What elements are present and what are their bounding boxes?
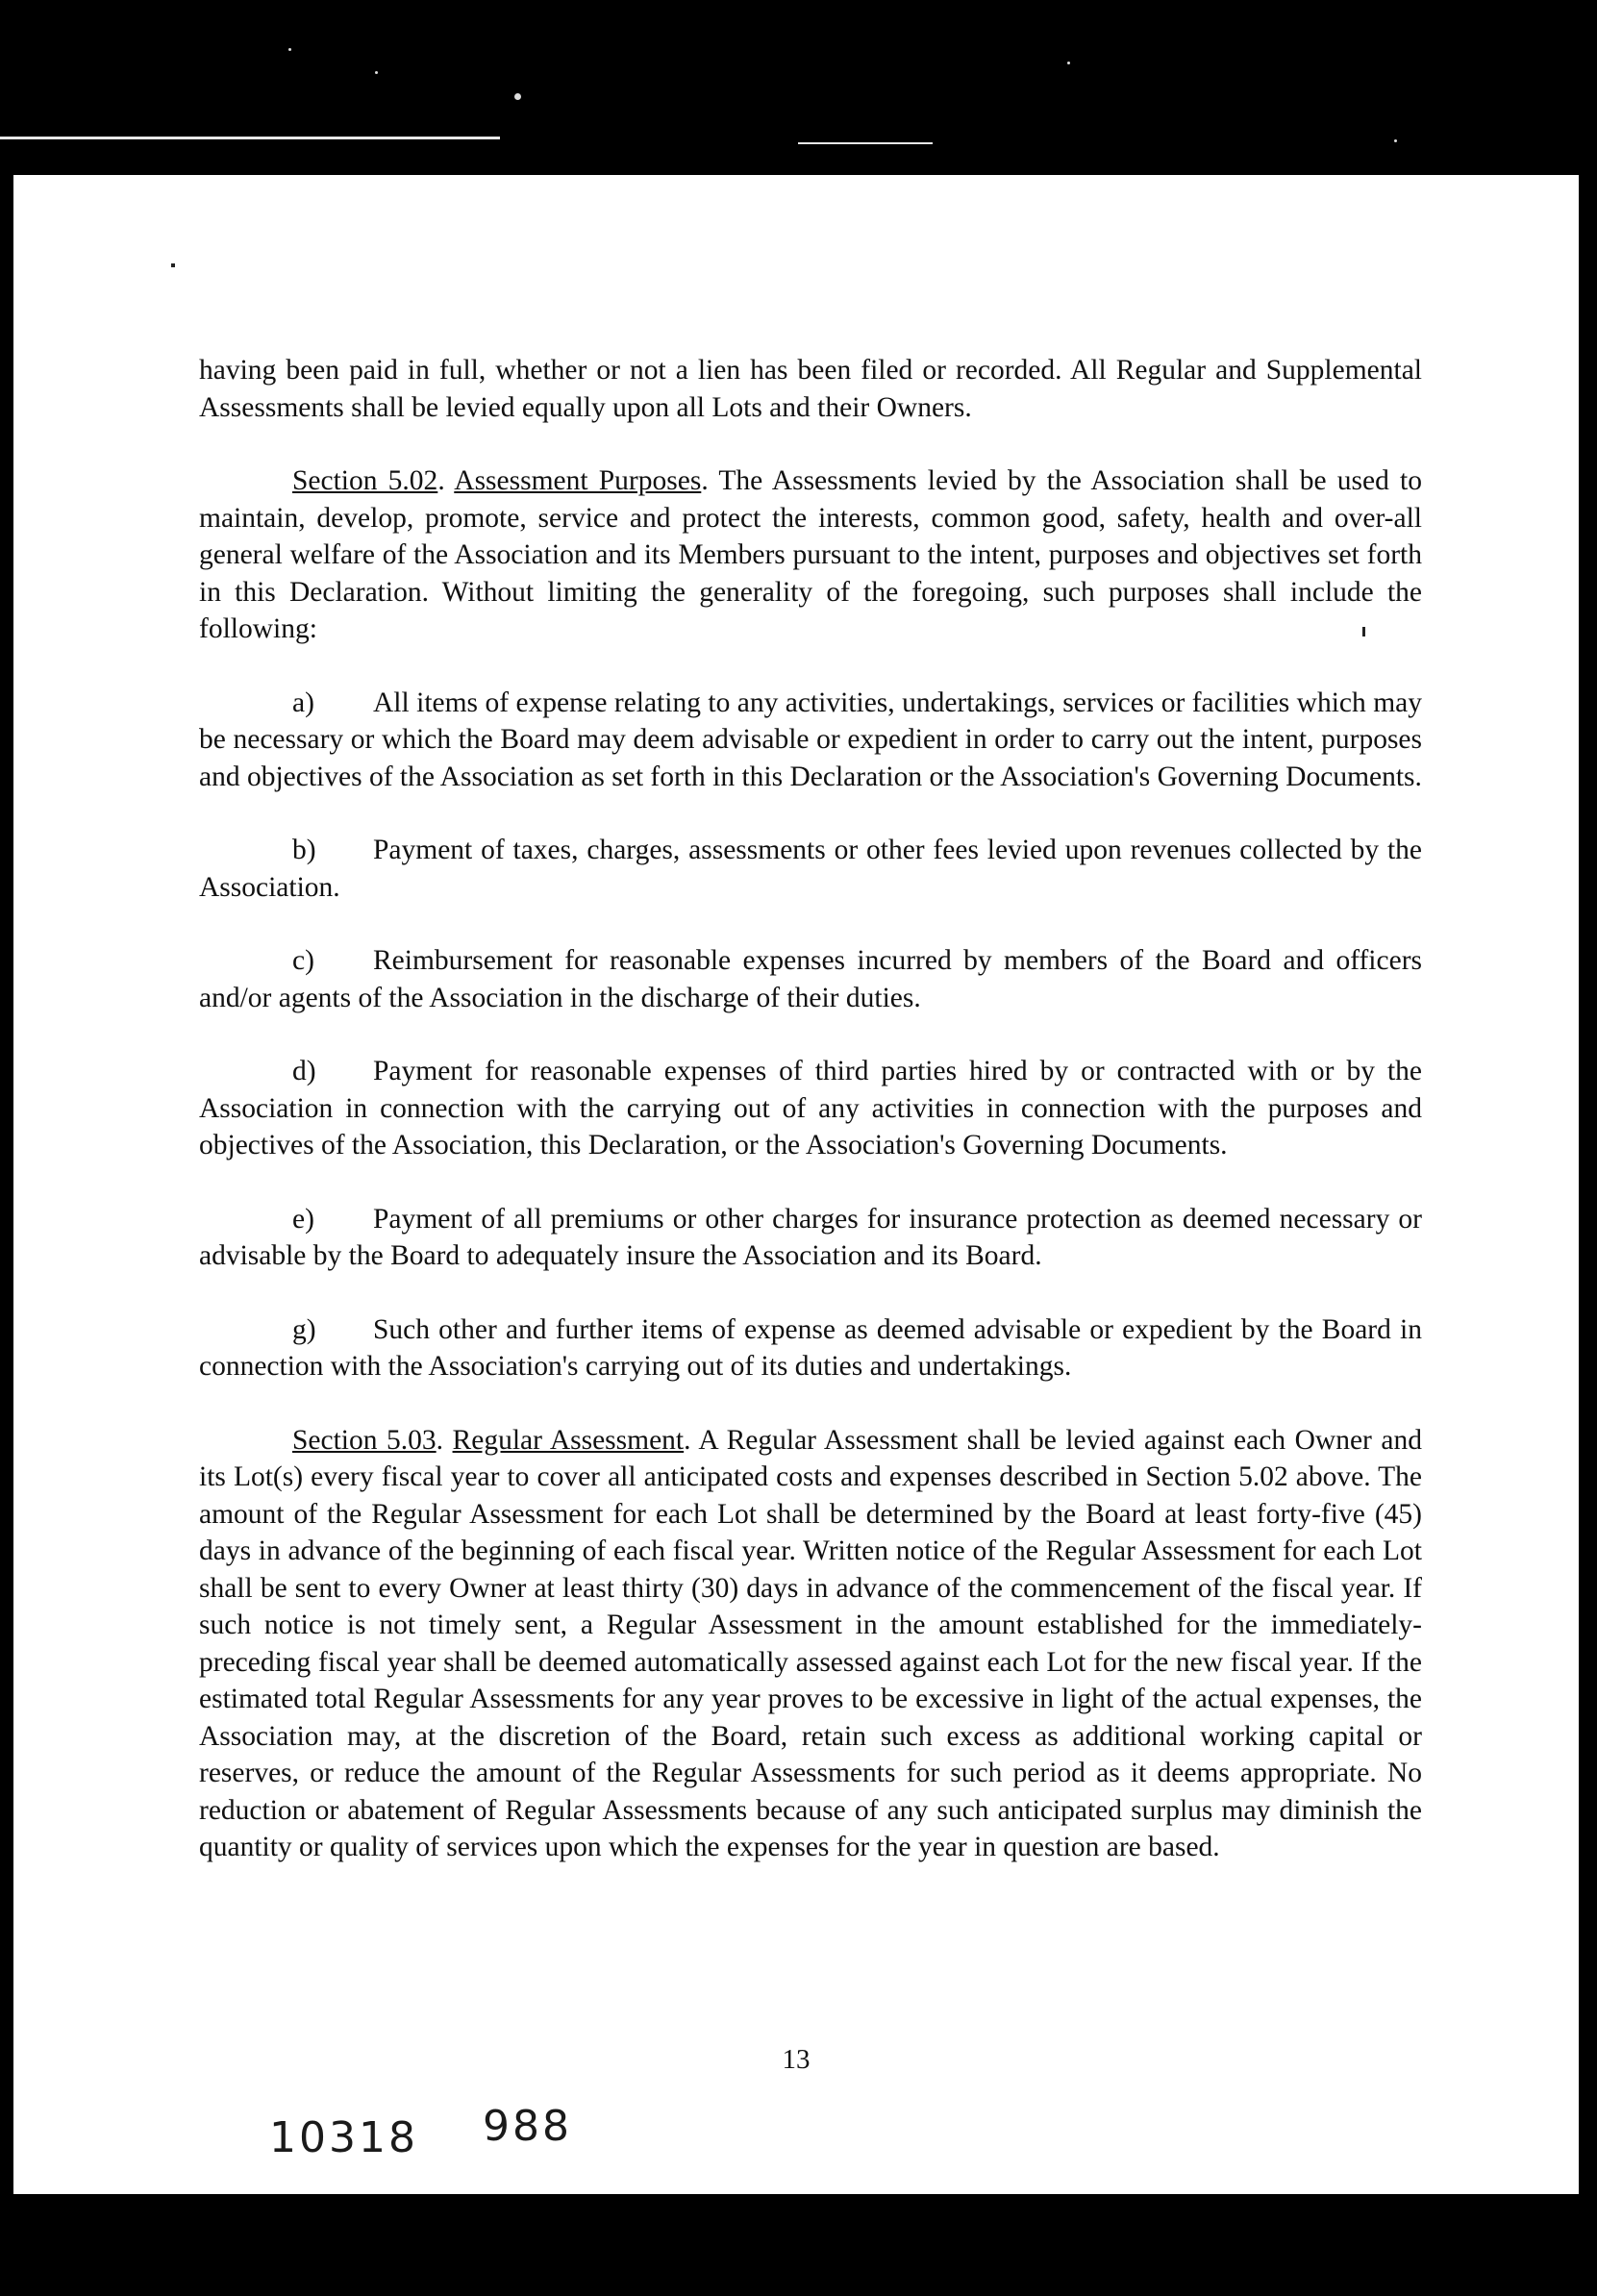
document-page (13, 175, 1579, 2194)
continued-paragraph: having been paid in full, whether or not a lien has been filed or recorded. All Regular and Supplemental Assessments shall be levied equally upon all Lots and their Owners. (199, 355, 1422, 423)
section-5-02: Section 5.02. Assessment Purposes. The Assessments levied by the Association shall be used to maintain, develop, promote, service and protect the interests, common good, safety, health and over-all general welfare of the Association and its Members pursuant to the intent, purposes and objectives set forth in this Declaration. Without limiting the generality of the foregoing, such purposes shall include the following: (199, 465, 1423, 644)
margin-mark (171, 263, 175, 267)
item-letter: e) (292, 1203, 314, 1235)
scan-artifact-line (798, 142, 933, 144)
item-text: Payment of taxes, charges, assessments or other fees levied upon revenues collected by the Association. (199, 835, 1422, 903)
scan-speck (514, 93, 521, 100)
section-label: Section 5.03 (292, 1424, 437, 1456)
item-text: Payment for reasonable expenses of third parties hired by or contracted with or by the Association in connection with the carrying out of any activities in connection with the purposes and objectives of the Association, this Declaration, or the Association's Governing Documents. (199, 1056, 1422, 1160)
scan-bottom-border (0, 2194, 1597, 2296)
scan-speck (288, 48, 291, 51)
item-letter: a) (292, 686, 314, 718)
section-title: Regular Assessment (452, 1424, 685, 1456)
list-item (199, 832, 1422, 906)
scan-speck (1067, 62, 1070, 64)
recording-stamp-book: 10318 (269, 2113, 418, 2162)
page-number: 13 (782, 2044, 811, 2075)
scan-speck (1394, 139, 1397, 142)
item-text: Reimbursement for reasonable expenses incurred by members of the Board and officers and/or agents of the Association in the discharge of their duties. (199, 945, 1422, 1013)
section-title: Assessment Purposes (454, 465, 702, 496)
list-item (199, 1201, 1422, 1275)
item-letter: d) (292, 1056, 316, 1086)
list-item (199, 685, 1422, 796)
list-item (199, 1053, 1422, 1164)
item-text: Payment of all premiums or other charges for insurance protection as deemed necessary or advisable by the Board to adequately insure the Association and its Board. (199, 1203, 1422, 1271)
section-label: Section 5.02 (292, 465, 438, 496)
section-body: The Assessments levied by the Association shall be used to maintain, develop, promote, service and protect the interests, common good, safety, health and over-all general welfare of the Association and its Members pursuant to the intent, purposes and objectives set forth in this Declaration. Without limiting the generality of the foregoing, such purposes shall include the following: (199, 465, 1423, 644)
item-letter: b) (292, 835, 316, 865)
scan-speck (375, 71, 378, 74)
section-5-03: Section 5.03. Regular Assessment. A Regular Assessment shall be levied against each Owner and its Lot(s) every fiscal year to cover all anticipated costs and expenses described in Section 5.02 above. The amount of the Regular Assessment for each Lot shall be determined by the Board at least forty-five (45) days in advance of the beginning of each fiscal year. Written notice of the Regular Assessment for each Lot shall be sent to every Owner at least thirty (30) days in advance of the commencement of the fiscal year. If such notice is not timely sent, a Regular Assessment in the amount established for the immediately-preceding fiscal year shall be deemed automatically assessed against each Lot for the new fiscal year. If the estimated total Regular Assessments for any year proves to be excessive in light of the actual expenses, the Association may, at the discretion of the Board, retain such excess as additional working capital or reserves, or reduce the amount of the Regular Assessments for such period as it deems appropriate. No reduction or abatement of Regular Assessments because of any such anticipated surplus may diminish the quantity or quality of services upon which the expenses for the year in question are based. (199, 1424, 1422, 1862)
list-item (199, 1311, 1422, 1385)
list-item (199, 942, 1422, 1016)
scan-artifact-line (0, 137, 500, 139)
recording-stamp-page: 988 (483, 2102, 572, 2151)
document-body (199, 352, 1422, 1903)
section-body: A Regular Assessment shall be levied against each Owner and its Lot(s) every fiscal year to cover all anticipated costs and expenses described in Section 5.02 above. The amount of the Regular Assessment for each Lot shall be determined by the Board at least forty-five (45) days in advance of the beginning of each fiscal year. Written notice of the Regular Assessment for each Lot shall be sent to every Owner at least thirty (30) days in advance of the commencement of the fiscal year. If such notice is not timely sent, a Regular Assessment in the amount established for the immediately-preceding fiscal year shall be deemed automatically assessed against each Lot for the new fiscal year. If the estimated total Regular Assessments for any year proves to be excessive in light of the actual expenses, the Association may, at the discretion of the Board, retain such excess as additional working capital or reserves, or reduce the amount of the Regular Assessments for such period as it deems appropriate. No reduction or abatement of Regular Assessments because of any such anticipated surplus may diminish the quantity or quality of services upon which the expenses for the year in question are based. (199, 1424, 1422, 1862)
item-text: All items of expense relating to any activities, undertakings, services or facilities which may be necessary or which the Board may deem advisable or expedient in order to carry out the intent, purposes and objectives of the Association as set forth in this Declaration or the Association's Governing Documents. (199, 686, 1422, 792)
item-letter: c) (292, 945, 314, 976)
scan-top-border (0, 0, 1597, 175)
item-letter: g) (292, 1313, 316, 1345)
item-text: Such other and further items of expense as deemed advisable or expedient by the Board in connection with the Association's carrying out of its duties and undertakings. (199, 1313, 1422, 1382)
